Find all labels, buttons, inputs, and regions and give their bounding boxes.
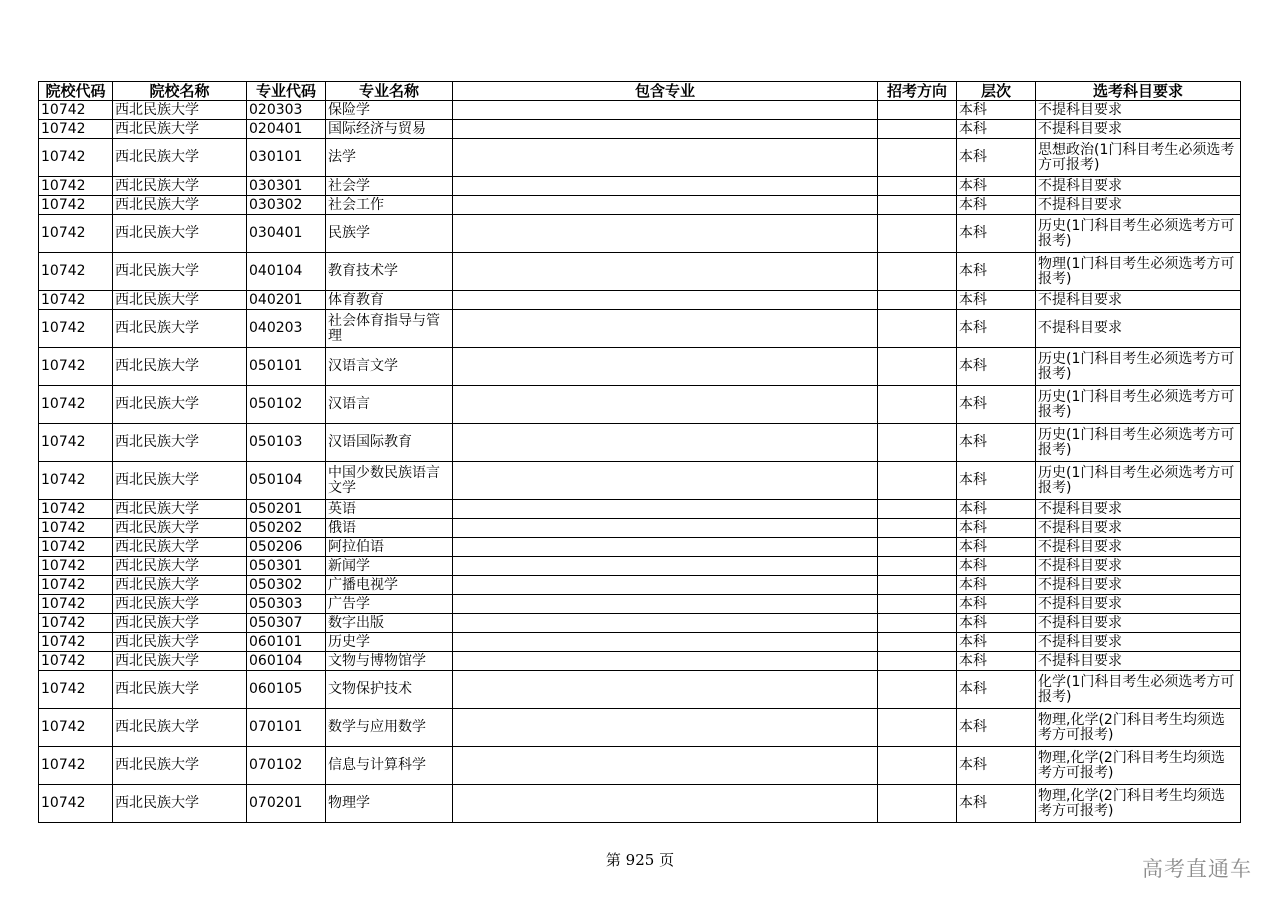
cell-major-name: 社会学 — [326, 177, 453, 196]
table-row — [39, 101, 1241, 120]
table-body — [39, 101, 1241, 823]
cell-school-name: 西北民族大学 — [113, 101, 247, 120]
cell-level: 本科 — [957, 500, 1036, 519]
cell-subject-requirement: 不提科目要求 — [1036, 196, 1241, 215]
cell-school-name: 西北民族大学 — [113, 139, 247, 177]
cell-school-code: 10742 — [39, 253, 113, 291]
cell-level: 本科 — [957, 253, 1036, 291]
cell-level: 本科 — [957, 671, 1036, 709]
cell-major-name: 阿拉伯语 — [326, 538, 453, 557]
header-school-code: 院校代码 — [39, 82, 113, 101]
cell-school-name: 西北民族大学 — [113, 500, 247, 519]
table-row — [39, 500, 1241, 519]
cell-school-name: 西北民族大学 — [113, 538, 247, 557]
cell-major-code: 050206 — [247, 538, 326, 557]
cell-school-name: 西北民族大学 — [113, 709, 247, 747]
table-row — [39, 310, 1241, 348]
cell-school-name: 西北民族大学 — [113, 785, 247, 823]
cell-level: 本科 — [957, 785, 1036, 823]
cell-included-majors — [453, 120, 878, 139]
cell-school-name: 西北民族大学 — [113, 462, 247, 500]
cell-level: 本科 — [957, 538, 1036, 557]
cell-school-code: 10742 — [39, 500, 113, 519]
cell-major-name: 法学 — [326, 139, 453, 177]
cell-included-majors — [453, 291, 878, 310]
cell-school-code: 10742 — [39, 633, 113, 652]
cell-school-name: 西北民族大学 — [113, 652, 247, 671]
cell-major-code: 060104 — [247, 652, 326, 671]
table-row — [39, 557, 1241, 576]
cell-direction — [878, 348, 957, 386]
cell-school-code: 10742 — [39, 196, 113, 215]
cell-school-name: 西北民族大学 — [113, 633, 247, 652]
cell-major-code: 070102 — [247, 747, 326, 785]
cell-major-name: 汉语国际教育 — [326, 424, 453, 462]
cell-direction — [878, 386, 957, 424]
cell-school-code: 10742 — [39, 215, 113, 253]
cell-major-code: 050102 — [247, 386, 326, 424]
cell-included-majors — [453, 519, 878, 538]
cell-major-code: 050303 — [247, 595, 326, 614]
cell-school-code: 10742 — [39, 747, 113, 785]
cell-major-name: 广告学 — [326, 595, 453, 614]
cell-school-name: 西北民族大学 — [113, 576, 247, 595]
cell-included-majors — [453, 348, 878, 386]
cell-school-code: 10742 — [39, 652, 113, 671]
cell-school-name: 西北民族大学 — [113, 177, 247, 196]
cell-subject-requirement: 不提科目要求 — [1036, 557, 1241, 576]
cell-included-majors — [453, 709, 878, 747]
cell-subject-requirement: 历史(1门科目考生必须选考方可报考) — [1036, 462, 1241, 500]
cell-direction — [878, 671, 957, 709]
cell-level: 本科 — [957, 709, 1036, 747]
cell-major-name: 新闻学 — [326, 557, 453, 576]
cell-school-code: 10742 — [39, 120, 113, 139]
cell-major-code: 030302 — [247, 196, 326, 215]
header-school-name: 院校名称 — [113, 82, 247, 101]
cell-direction — [878, 291, 957, 310]
cell-school-name: 西北民族大学 — [113, 747, 247, 785]
cell-subject-requirement: 不提科目要求 — [1036, 500, 1241, 519]
cell-level: 本科 — [957, 557, 1036, 576]
cell-subject-requirement: 不提科目要求 — [1036, 291, 1241, 310]
header-direction: 招考方向 — [878, 82, 957, 101]
cell-level: 本科 — [957, 386, 1036, 424]
cell-direction — [878, 652, 957, 671]
header-row — [39, 82, 1241, 101]
cell-major-code: 050104 — [247, 462, 326, 500]
cell-subject-requirement: 不提科目要求 — [1036, 538, 1241, 557]
cell-major-name: 民族学 — [326, 215, 453, 253]
cell-subject-requirement: 不提科目要求 — [1036, 177, 1241, 196]
cell-school-code: 10742 — [39, 177, 113, 196]
table-row — [39, 747, 1241, 785]
header-major-code: 专业代码 — [247, 82, 326, 101]
cell-subject-requirement: 历史(1门科目考生必须选考方可报考) — [1036, 424, 1241, 462]
table-row — [39, 196, 1241, 215]
cell-included-majors — [453, 139, 878, 177]
cell-level: 本科 — [957, 633, 1036, 652]
cell-direction — [878, 595, 957, 614]
cell-included-majors — [453, 500, 878, 519]
cell-major-name: 中国少数民族语言文学 — [326, 462, 453, 500]
cell-level: 本科 — [957, 462, 1036, 500]
cell-level: 本科 — [957, 595, 1036, 614]
cell-major-code: 050201 — [247, 500, 326, 519]
cell-major-name: 体育教育 — [326, 291, 453, 310]
cell-major-name: 文物与博物馆学 — [326, 652, 453, 671]
cell-included-majors — [453, 671, 878, 709]
cell-direction — [878, 177, 957, 196]
cell-direction — [878, 310, 957, 348]
cell-included-majors — [453, 177, 878, 196]
cell-major-name: 俄语 — [326, 519, 453, 538]
cell-direction — [878, 215, 957, 253]
table-row — [39, 576, 1241, 595]
cell-direction — [878, 196, 957, 215]
cell-included-majors — [453, 101, 878, 120]
table-row — [39, 614, 1241, 633]
cell-included-majors — [453, 633, 878, 652]
cell-level: 本科 — [957, 519, 1036, 538]
cell-school-name: 西北民族大学 — [113, 519, 247, 538]
cell-subject-requirement: 不提科目要求 — [1036, 652, 1241, 671]
cell-subject-requirement: 不提科目要求 — [1036, 595, 1241, 614]
cell-included-majors — [453, 595, 878, 614]
cell-included-majors — [453, 557, 878, 576]
cell-school-code: 10742 — [39, 139, 113, 177]
header-subject-requirement: 选考科目要求 — [1036, 82, 1241, 101]
watermark-text: 高考直通车 — [1142, 857, 1252, 881]
cell-level: 本科 — [957, 291, 1036, 310]
table-row — [39, 633, 1241, 652]
cell-subject-requirement: 历史(1门科目考生必须选考方可报考) — [1036, 215, 1241, 253]
cell-direction — [878, 424, 957, 462]
cell-major-name: 物理学 — [326, 785, 453, 823]
header-level: 层次 — [957, 82, 1036, 101]
cell-included-majors — [453, 310, 878, 348]
cell-included-majors — [453, 652, 878, 671]
cell-direction — [878, 633, 957, 652]
cell-school-name: 西北民族大学 — [113, 253, 247, 291]
cell-major-name: 历史学 — [326, 633, 453, 652]
cell-school-code: 10742 — [39, 614, 113, 633]
cell-school-name: 西北民族大学 — [113, 291, 247, 310]
cell-major-code: 040104 — [247, 253, 326, 291]
cell-level: 本科 — [957, 215, 1036, 253]
cell-major-code: 020401 — [247, 120, 326, 139]
table-row — [39, 348, 1241, 386]
cell-major-name: 广播电视学 — [326, 576, 453, 595]
cell-subject-requirement: 物理(1门科目考生必须选考方可报考) — [1036, 253, 1241, 291]
cell-direction — [878, 538, 957, 557]
cell-direction — [878, 139, 957, 177]
cell-level: 本科 — [957, 139, 1036, 177]
cell-major-code: 030301 — [247, 177, 326, 196]
table-row — [39, 462, 1241, 500]
cell-subject-requirement: 物理,化学(2门科目考生均须选考方可报考) — [1036, 747, 1241, 785]
cell-major-code: 030401 — [247, 215, 326, 253]
cell-major-name: 保险学 — [326, 101, 453, 120]
cell-included-majors — [453, 614, 878, 633]
cell-major-name: 英语 — [326, 500, 453, 519]
cell-school-code: 10742 — [39, 424, 113, 462]
cell-subject-requirement: 不提科目要求 — [1036, 101, 1241, 120]
cell-included-majors — [453, 785, 878, 823]
cell-school-code: 10742 — [39, 709, 113, 747]
table-row — [39, 291, 1241, 310]
cell-school-code: 10742 — [39, 538, 113, 557]
cell-major-name: 汉语言 — [326, 386, 453, 424]
cell-school-name: 西北民族大学 — [113, 614, 247, 633]
cell-direction — [878, 614, 957, 633]
cell-subject-requirement: 不提科目要求 — [1036, 120, 1241, 139]
cell-school-code: 10742 — [39, 310, 113, 348]
cell-major-name: 信息与计算科学 — [326, 747, 453, 785]
cell-major-code: 050202 — [247, 519, 326, 538]
cell-major-name: 社会体育指导与管理 — [326, 310, 453, 348]
cell-major-code: 030101 — [247, 139, 326, 177]
cell-major-code: 050103 — [247, 424, 326, 462]
cell-major-name: 国际经济与贸易 — [326, 120, 453, 139]
table-row — [39, 519, 1241, 538]
cell-major-name: 教育技术学 — [326, 253, 453, 291]
cell-direction — [878, 576, 957, 595]
cell-major-code: 020303 — [247, 101, 326, 120]
cell-major-code: 070201 — [247, 785, 326, 823]
table-row — [39, 215, 1241, 253]
cell-major-name: 数字出版 — [326, 614, 453, 633]
table-row — [39, 386, 1241, 424]
cell-included-majors — [453, 215, 878, 253]
cell-subject-requirement: 历史(1门科目考生必须选考方可报考) — [1036, 348, 1241, 386]
cell-level: 本科 — [957, 576, 1036, 595]
cell-direction — [878, 120, 957, 139]
admission-table — [38, 81, 1241, 823]
cell-direction — [878, 462, 957, 500]
cell-included-majors — [453, 462, 878, 500]
cell-school-code: 10742 — [39, 557, 113, 576]
cell-level: 本科 — [957, 747, 1036, 785]
header-major-name: 专业名称 — [326, 82, 453, 101]
cell-direction — [878, 519, 957, 538]
cell-school-code: 10742 — [39, 386, 113, 424]
cell-level: 本科 — [957, 196, 1036, 215]
cell-major-code: 050301 — [247, 557, 326, 576]
cell-school-name: 西北民族大学 — [113, 120, 247, 139]
cell-school-name: 西北民族大学 — [113, 595, 247, 614]
cell-included-majors — [453, 424, 878, 462]
cell-subject-requirement: 不提科目要求 — [1036, 614, 1241, 633]
cell-major-name: 社会工作 — [326, 196, 453, 215]
cell-level: 本科 — [957, 101, 1036, 120]
cell-major-name: 文物保护技术 — [326, 671, 453, 709]
table-row — [39, 652, 1241, 671]
cell-included-majors — [453, 196, 878, 215]
cell-included-majors — [453, 747, 878, 785]
cell-school-name: 西北民族大学 — [113, 196, 247, 215]
cell-school-name: 西北民族大学 — [113, 310, 247, 348]
cell-major-code: 050302 — [247, 576, 326, 595]
cell-subject-requirement: 思想政治(1门科目考生必须选考方可报考) — [1036, 139, 1241, 177]
cell-subject-requirement: 不提科目要求 — [1036, 310, 1241, 348]
cell-school-name: 西北民族大学 — [113, 671, 247, 709]
cell-major-code: 050101 — [247, 348, 326, 386]
cell-school-code: 10742 — [39, 291, 113, 310]
cell-school-code: 10742 — [39, 671, 113, 709]
cell-level: 本科 — [957, 614, 1036, 633]
cell-school-code: 10742 — [39, 462, 113, 500]
cell-school-name: 西北民族大学 — [113, 557, 247, 576]
cell-school-code: 10742 — [39, 576, 113, 595]
cell-subject-requirement: 不提科目要求 — [1036, 633, 1241, 652]
cell-school-code: 10742 — [39, 348, 113, 386]
table-row — [39, 671, 1241, 709]
cell-school-code: 10742 — [39, 519, 113, 538]
cell-included-majors — [453, 386, 878, 424]
table-row — [39, 595, 1241, 614]
table-row — [39, 424, 1241, 462]
cell-major-name: 汉语言文学 — [326, 348, 453, 386]
cell-level: 本科 — [957, 310, 1036, 348]
cell-major-code: 050307 — [247, 614, 326, 633]
cell-direction — [878, 101, 957, 120]
cell-direction — [878, 500, 957, 519]
table-row — [39, 709, 1241, 747]
page-number: 第 925 页 — [605, 851, 675, 869]
table-row — [39, 538, 1241, 557]
table-row — [39, 139, 1241, 177]
cell-level: 本科 — [957, 177, 1036, 196]
cell-school-code: 10742 — [39, 595, 113, 614]
cell-major-code: 040201 — [247, 291, 326, 310]
cell-subject-requirement: 物理,化学(2门科目考生均须选考方可报考) — [1036, 785, 1241, 823]
cell-subject-requirement: 物理,化学(2门科目考生均须选考方可报考) — [1036, 709, 1241, 747]
cell-direction — [878, 709, 957, 747]
cell-subject-requirement: 不提科目要求 — [1036, 519, 1241, 538]
cell-included-majors — [453, 253, 878, 291]
cell-direction — [878, 785, 957, 823]
cell-major-code: 040203 — [247, 310, 326, 348]
cell-included-majors — [453, 538, 878, 557]
cell-subject-requirement: 历史(1门科目考生必须选考方可报考) — [1036, 386, 1241, 424]
cell-school-name: 西北民族大学 — [113, 424, 247, 462]
table-row — [39, 253, 1241, 291]
cell-direction — [878, 253, 957, 291]
table-row — [39, 785, 1241, 823]
cell-level: 本科 — [957, 348, 1036, 386]
cell-major-code: 060105 — [247, 671, 326, 709]
table-row — [39, 120, 1241, 139]
cell-school-name: 西北民族大学 — [113, 386, 247, 424]
cell-subject-requirement: 不提科目要求 — [1036, 576, 1241, 595]
cell-school-name: 西北民族大学 — [113, 215, 247, 253]
cell-subject-requirement: 化学(1门科目考生必须选考方可报考) — [1036, 671, 1241, 709]
cell-level: 本科 — [957, 652, 1036, 671]
table-row — [39, 177, 1241, 196]
header-included-majors: 包含专业 — [453, 82, 878, 101]
cell-major-code: 060101 — [247, 633, 326, 652]
cell-direction — [878, 747, 957, 785]
cell-level: 本科 — [957, 424, 1036, 462]
cell-school-code: 10742 — [39, 101, 113, 120]
cell-level: 本科 — [957, 120, 1036, 139]
cell-major-name: 数学与应用数学 — [326, 709, 453, 747]
cell-major-code: 070101 — [247, 709, 326, 747]
cell-direction — [878, 557, 957, 576]
cell-school-name: 西北民族大学 — [113, 348, 247, 386]
cell-included-majors — [453, 576, 878, 595]
cell-school-code: 10742 — [39, 785, 113, 823]
